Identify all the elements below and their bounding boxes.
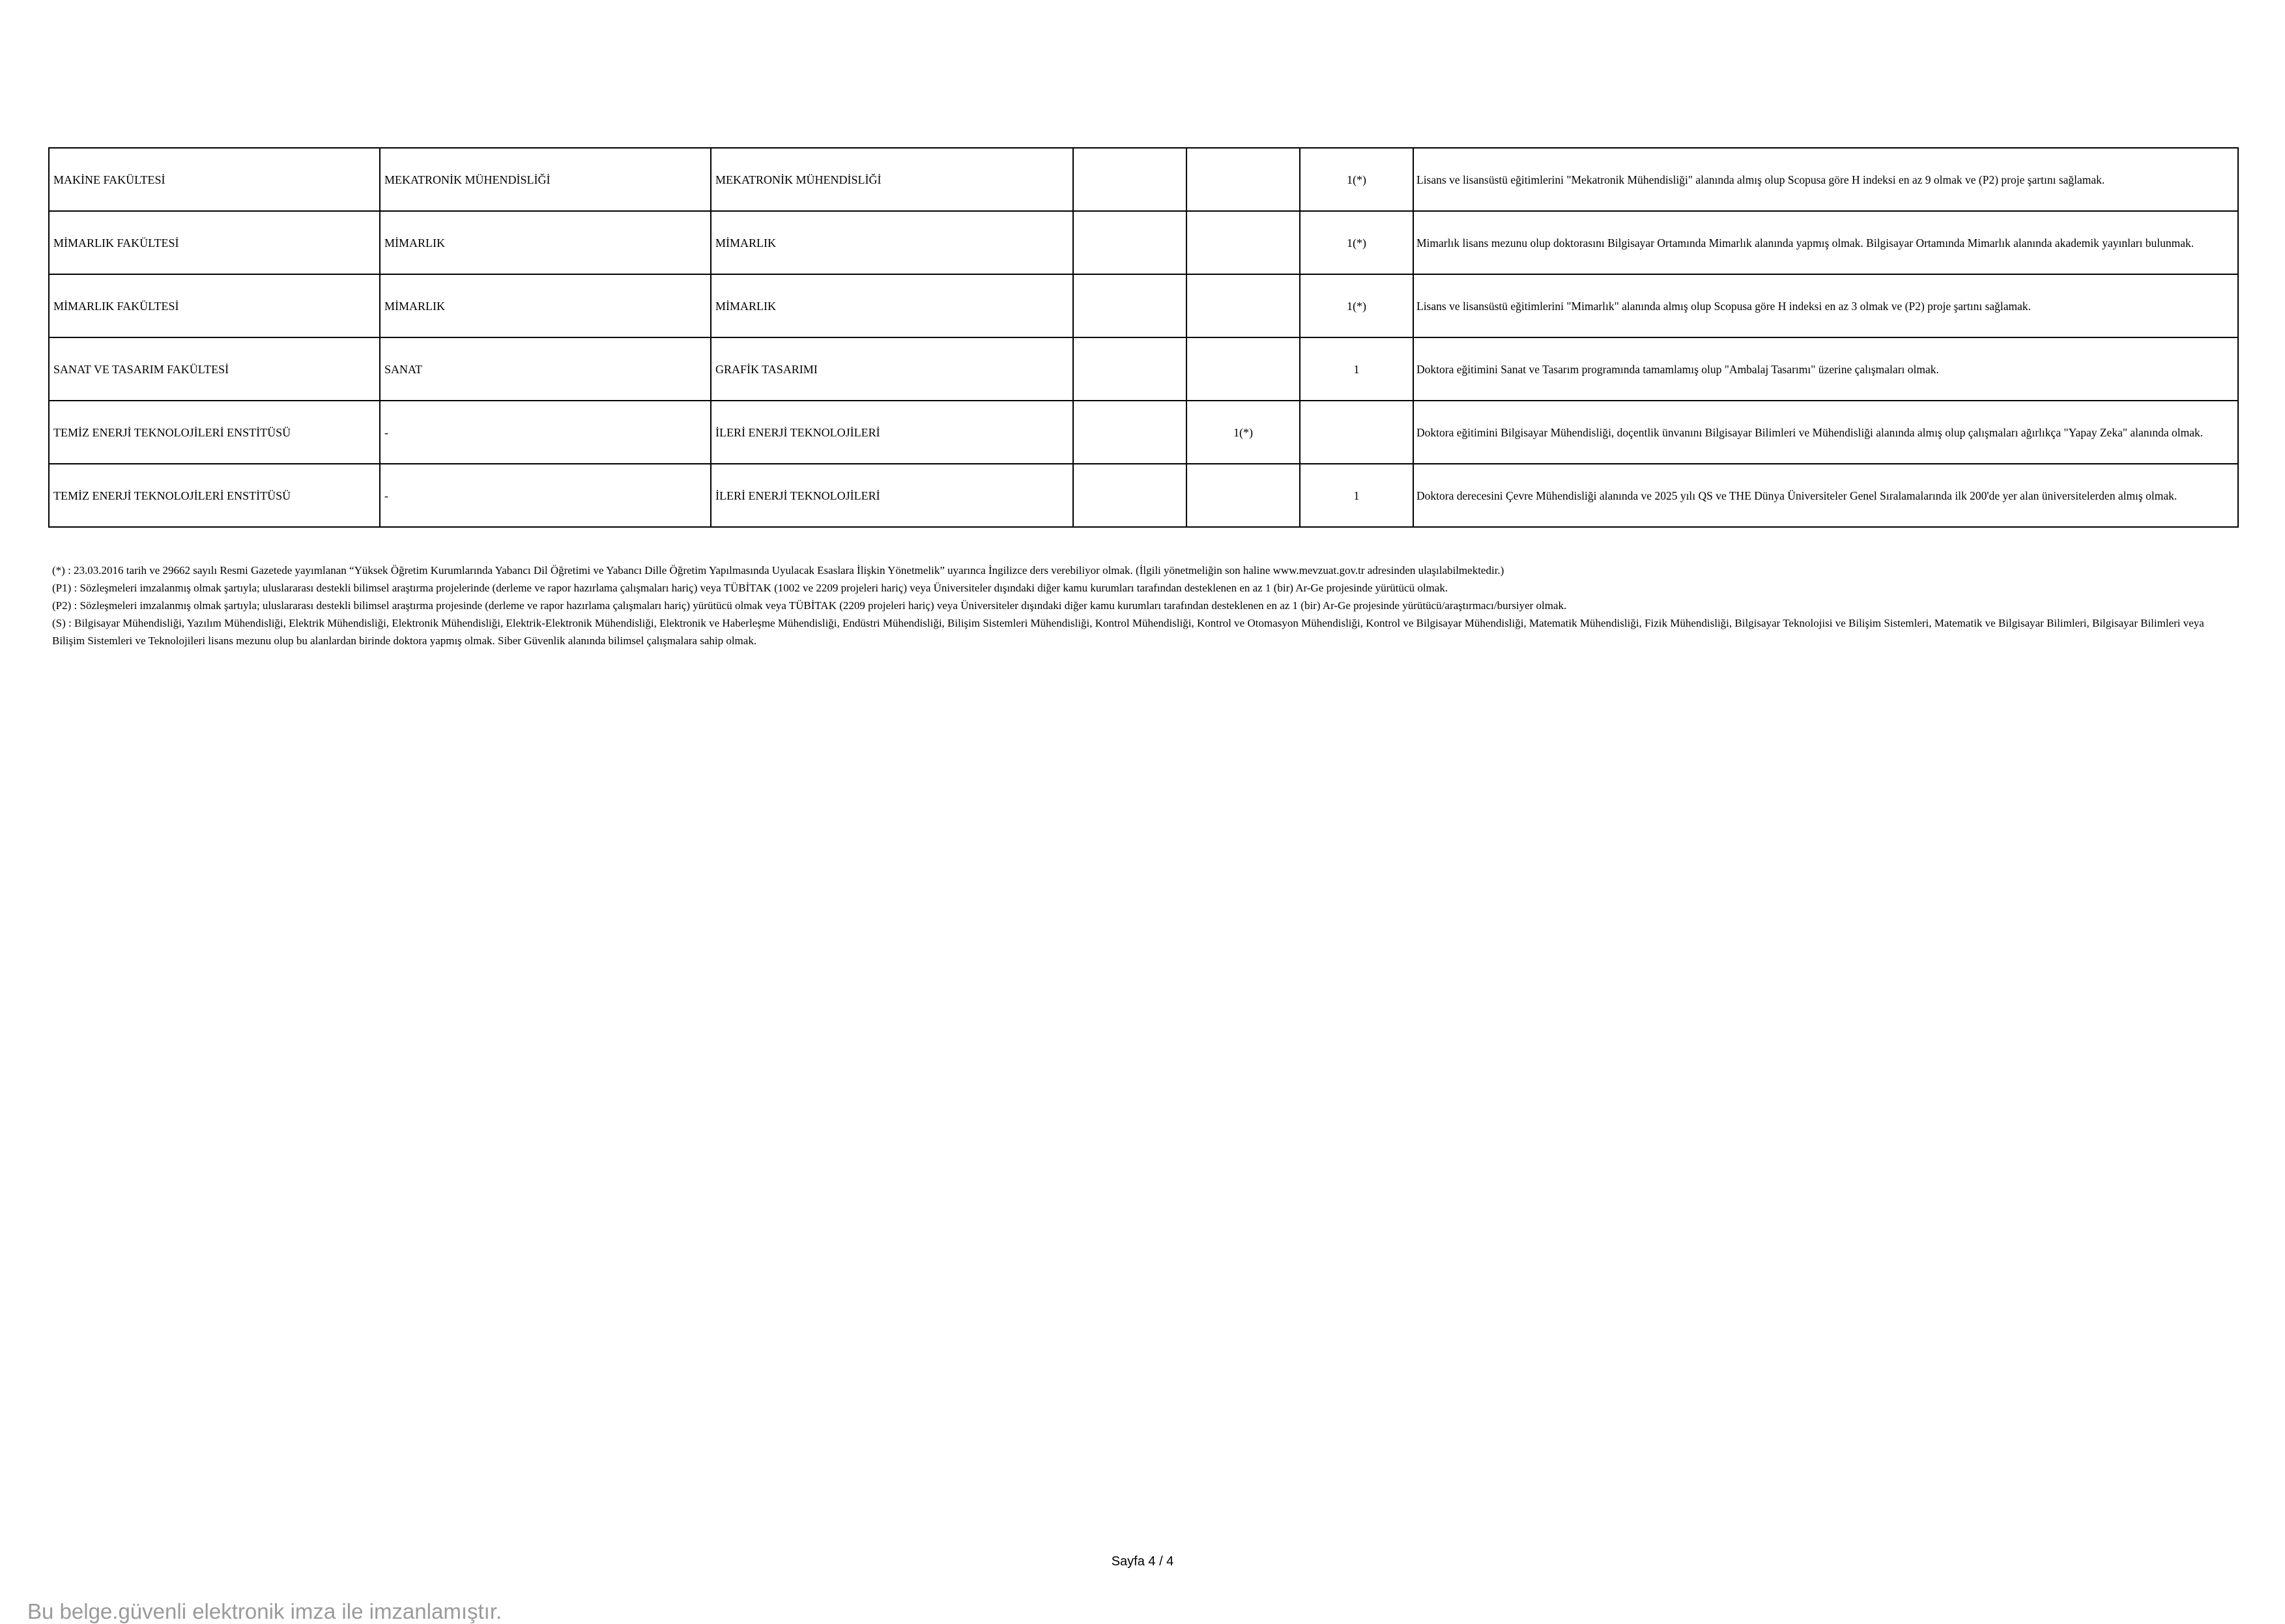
program-cell: MİMARLIK <box>711 274 1073 337</box>
position-count-cell <box>1073 337 1186 401</box>
position-count-cell: 1(*) <box>1300 274 1413 337</box>
faculty-cell: MAKİNE FAKÜLTESİ <box>49 148 380 211</box>
table-row <box>49 464 2238 527</box>
faculty-cell: MİMARLIK FAKÜLTESİ <box>49 274 380 337</box>
position-count-cell: 1(*) <box>1300 148 1413 211</box>
position-count-cell <box>1073 211 1186 274</box>
table-row <box>49 274 2238 337</box>
department-cell: - <box>380 401 711 464</box>
position-count-cell <box>1186 337 1300 401</box>
table-row <box>49 211 2238 274</box>
position-count-cell <box>1186 274 1300 337</box>
page-number: Sayfa 4 / 4 <box>1111 1554 1174 1569</box>
department-cell: SANAT <box>380 337 711 401</box>
position-count-cell <box>1186 211 1300 274</box>
program-cell: İLERİ ENERJİ TEKNOLOJİLERİ <box>711 464 1073 527</box>
footnote-english-teaching: (*) : 23.03.2016 tarih ve 29662 sayılı Resmi Gazetede yayımlanan “Yüksek Öğretim Kurumlarında Yabancı Dil Öğretimi ve Yabancı Dille Öğretim Yapılmasında Uyulacak Esaslara İlişkin Yönetmelik” uyarınca İngilizce ders verebiliyor olmak. (İlgili yönetmeliğin son haline www.mevzuat.gov.tr adresinden ulaşılabilmektedir.) <box>52 564 1504 577</box>
e-signature-note: Bu belge.güvenli elektronik imza ile imzanlamıştır. <box>27 1599 502 1623</box>
footnotes <box>52 562 2228 649</box>
position-count-cell: 1(*) <box>1186 401 1300 464</box>
position-count-cell <box>1073 274 1186 337</box>
requirement-cell: Mimarlık lisans mezunu olup doktorasını Bilgisayar Ortamında Mimarlık alanında yapmış olmak. Bilgisayar Ortamında Mimarlık alanında akademik yayınları bulunmak. <box>1413 211 2238 274</box>
department-cell: - <box>380 464 711 527</box>
program-cell: İLERİ ENERJİ TEKNOLOJİLERİ <box>711 401 1073 464</box>
table-row <box>49 148 2238 211</box>
faculty-cell: MİMARLIK FAKÜLTESİ <box>49 211 380 274</box>
position-count-cell <box>1186 464 1300 527</box>
requirement-cell: Lisans ve lisansüstü eğitimlerini "Mimarlık" alanında almış olup Scopusa göre H indeksi en az 3 olmak ve (P2) proje şartını sağlamak. <box>1413 274 2238 337</box>
department-cell: MİMARLIK <box>380 211 711 274</box>
position-count-cell <box>1073 464 1186 527</box>
faculty-cell: SANAT VE TASARIM FAKÜLTESİ <box>49 337 380 401</box>
requirement-cell: Doktora eğitimini Bilgisayar Mühendisliği, doçentlik ünvanını Bilgisayar Bilimleri ve Mühendisliği alanında almış olup çalışmaları ağırlıkça "Yapay Zeka" alanında olmak. <box>1413 401 2238 464</box>
position-count-cell <box>1300 401 1413 464</box>
table-row <box>49 401 2238 464</box>
footnote-p2: (P2) : Sözleşmeleri imzalanmış olmak şartıyla; uluslararası destekli bilimsel araştırma projesinde (derleme ve rapor hazırlama çalışmaları hariç) yürütücü olmak veya TÜBİTAK (2209 projeleri hariç) veya Üniversiteler dışındaki diğer kamu kurumları tarafından desteklenen en az 1 (bir) Ar-Ge projesinde yürütücü/araştırmacı/bursiyer olmak. <box>52 599 1567 612</box>
department-cell: MİMARLIK <box>380 274 711 337</box>
requirement-cell: Lisans ve lisansüstü eğitimlerini "Mekatronik Mühendisliği" alanında almış olup Scopusa göre H indeksi en az 9 olmak ve (P2) proje şartını sağlamak. <box>1413 148 2238 211</box>
footnote-p1: (P1) : Sözleşmeleri imzalanmış olmak şartıyla; uluslararası destekli bilimsel araştırma projelerinde (derleme ve rapor hazırlama çalışmaları hariç) veya TÜBİTAK (1002 ve 2209 projeleri hariç) veya Üniversiteler dışındaki diğer kamu kurumları tarafından desteklenen en az 1 (bir) Ar-Ge projesinde yürütücü olmak. <box>52 582 1448 594</box>
position-count-cell: 1 <box>1300 337 1413 401</box>
table-row <box>49 337 2238 401</box>
program-cell: MİMARLIK <box>711 211 1073 274</box>
department-cell: MEKATRONİK MÜHENDİSLİĞİ <box>380 148 711 211</box>
program-cell: MEKATRONİK MÜHENDİSLİĞİ <box>711 148 1073 211</box>
position-count-cell <box>1073 148 1186 211</box>
faculty-cell: TEMİZ ENERJİ TEKNOLOJİLERİ ENSTİTÜSÜ <box>49 401 380 464</box>
requirement-cell: Doktora derecesini Çevre Mühendisliği alanında ve 2025 yılı QS ve THE Dünya Üniversiteler Genel Sıralamalarında ilk 200'de yer alan üniversitelerden almış olmak. <box>1413 464 2238 527</box>
position-count-cell <box>1073 401 1186 464</box>
program-cell: GRAFİK TASARIMI <box>711 337 1073 401</box>
staff-requirements-table <box>48 147 2239 528</box>
requirement-cell: Doktora eğitimini Sanat ve Tasarım programında tamamlamış olup "Ambalaj Tasarımı" üzerine çalışmaları olmak. <box>1413 337 2238 401</box>
position-count-cell: 1 <box>1300 464 1413 527</box>
position-count-cell <box>1186 148 1300 211</box>
position-count-cell: 1(*) <box>1300 211 1413 274</box>
faculty-cell: TEMİZ ENERJİ TEKNOLOJİLERİ ENSTİTÜSÜ <box>49 464 380 527</box>
footnote-s: (S) : Bilgisayar Mühendisliği, Yazılım Mühendisliği, Elektrik Mühendisliği, Elektronik Mühendisliği, Elektrik-Elektronik Mühendisliği, Elektronik ve Haberleşme Mühendisliği, Endüstri Mühendisliği, Bilişim Sistemleri Mühendisliği, Kontrol Mühendisliği, Kontrol ve Otomasyon Mühendisliği, Kontrol ve Bilgisayar Mühendisliği, Matematik Mühendisliği, Fizik Mühendisliği, Bilgisayar Teknolojisi ve Bilişim Sistemleri, Matematik ve Bilgisayar Bilimleri, Bilgisayar Bilimleri veya Bilişim Sistemleri ve Teknolojileri lisans mezunu olup bu alanlardan birinde doktora yapmış olmak. Siber Güvenlik alanında bilimsel çalışmalara sahip olmak. <box>52 617 2204 647</box>
